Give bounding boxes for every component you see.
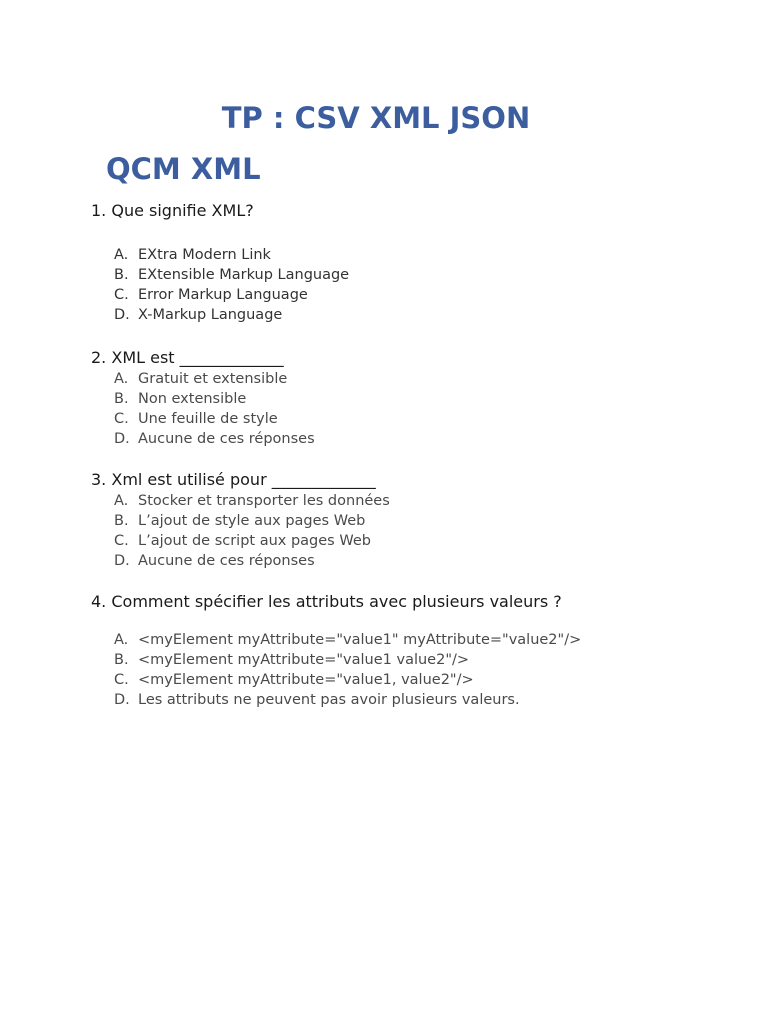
- option-letter: C.: [114, 287, 129, 303]
- question-2-option-a: [114, 369, 315, 389]
- option-letter: B.: [114, 513, 129, 529]
- quiz-subtitle: QCM XML: [106, 152, 261, 186]
- question-3-option-c: [114, 531, 390, 551]
- question-1-option-a: [114, 245, 349, 265]
- option-text: Aucune de ces réponses: [138, 553, 315, 569]
- option-text: Gratuit et extensible: [138, 371, 288, 387]
- option-text: L’ajout de script aux pages Web: [138, 533, 371, 549]
- question-4-prompt: 4. Comment spécifier les attributs avec plusieurs valeurs ?: [91, 592, 562, 611]
- question-2-options: [114, 369, 315, 449]
- question-1-option-d: [114, 305, 349, 325]
- question-1-option-b: [114, 265, 349, 285]
- option-text: L’ajout de style aux pages Web: [138, 513, 366, 529]
- option-letter: A.: [114, 247, 129, 263]
- option-text: Les attributs ne peuvent pas avoir plusieurs valeurs.: [138, 692, 520, 708]
- question-4-option-d: [114, 690, 581, 710]
- question-4-option-b: [114, 650, 581, 670]
- option-text: EXtensible Markup Language: [138, 267, 350, 283]
- option-text: <myElement myAttribute="value1, value2"/>: [138, 672, 474, 688]
- question-3-option-d: [114, 551, 390, 571]
- question-2-option-d: [114, 429, 315, 449]
- option-letter: A.: [114, 632, 129, 648]
- option-letter: D.: [114, 431, 130, 447]
- option-text: Aucune de ces réponses: [138, 431, 315, 447]
- option-letter: D.: [114, 692, 130, 708]
- option-letter: A.: [114, 371, 129, 387]
- question-3-option-a: [114, 491, 390, 511]
- question-1-option-c: [114, 285, 349, 305]
- question-2-option-c: [114, 409, 315, 429]
- option-letter: B.: [114, 391, 129, 407]
- question-2-option-b: [114, 389, 315, 409]
- option-letter: D.: [114, 307, 130, 323]
- question-4-options: [114, 630, 581, 710]
- option-letter: C.: [114, 672, 129, 688]
- question-2-prompt: 2. XML est _____________: [91, 348, 284, 367]
- question-1-options: [114, 245, 349, 325]
- option-letter: B.: [114, 652, 129, 668]
- option-letter: D.: [114, 553, 130, 569]
- question-3-prompt: 3. Xml est utilisé pour _____________: [91, 470, 376, 489]
- option-letter: B.: [114, 267, 129, 283]
- document-title: TP : CSV XML JSON: [221, 101, 531, 135]
- question-3-option-b: [114, 511, 390, 531]
- option-text: Error Markup Language: [138, 287, 308, 303]
- question-4-option-a: [114, 630, 581, 650]
- option-text: X-Markup Language: [138, 307, 283, 323]
- option-text: EXtra Modern Link: [138, 247, 271, 263]
- option-text: Une feuille de style: [138, 411, 278, 427]
- option-text: <myElement myAttribute="value1" myAttribute="value2"/>: [138, 632, 582, 648]
- option-letter: C.: [114, 533, 129, 549]
- option-text: Stocker et transporter les données: [138, 493, 390, 509]
- question-3-options: [114, 491, 390, 571]
- question-1-prompt: 1. Que signifie XML?: [91, 201, 254, 220]
- option-text: <myElement myAttribute="value1 value2"/>: [138, 652, 470, 668]
- option-letter: C.: [114, 411, 129, 427]
- option-text: Non extensible: [138, 391, 247, 407]
- option-letter: A.: [114, 493, 129, 509]
- question-4-option-c: [114, 670, 581, 690]
